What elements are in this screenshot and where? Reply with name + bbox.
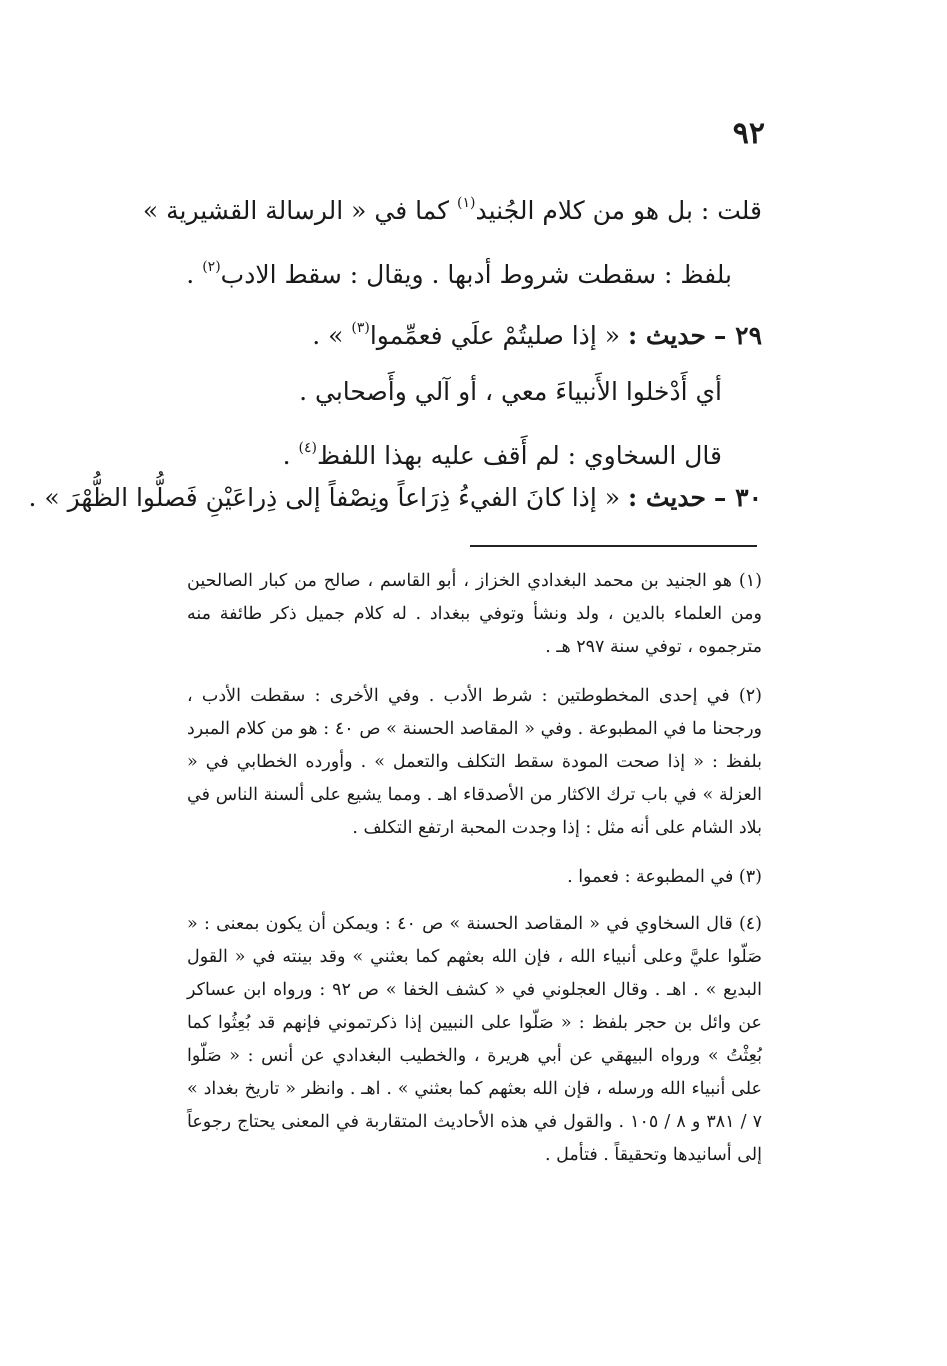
hadith-29-text: « إذا صليتُمْ علَي فعمِّموا	[369, 321, 628, 350]
intro-line-2-end: .	[186, 260, 203, 289]
footnote-2: (٢) في إحدى المخطوطتين : شرط الأدب . وفي الأخرى : سقطت الأدب ، ورجحنا ما في المطبوعة . وفي « المقاصد الحسنة » ص ٤٠ : هو من كلام المبرد بلفظ : « إذا صحت المودة سقط التكلف والتعمل » . وأورده الخطابي في « العزلة » في باب ترك الاكثار من الأصدقاء اهـ . ومما يشيع على ألسنة الناس في بلاد الشام على أنه مثل : إذا وجدت المحبة ارتفع التكلف .	[187, 686, 763, 838]
intro-line-1	[142, 175, 762, 239]
page-number: ٩٢	[732, 116, 765, 151]
footnote-1: (١) هو الجنيد بن محمد البغدادي الخزاز ، أبو القاسم ، صالح من كبار الصالحين ومن العلماء بالدين ، ولد ونشأ وتوفي ببغداد . له كلام جميل ذكر طائفة منه مترجموه ، توفي سنة ٢٩٧ هـ .	[187, 571, 762, 657]
footnote-ref-4: (٤)	[298, 440, 318, 456]
intro-line-1-end: كما في « الرسالة القشيرية »	[142, 196, 458, 225]
footnote-3: (٣) في المطبوعة : فعموا .	[567, 867, 762, 887]
footnote-ref-2: (٢)	[202, 259, 221, 275]
hadith-29-sakhawi-end: .	[282, 441, 299, 470]
hadith-29-sakhawi-text: قال السخاوي : لم أَقف عليه بهذا اللفظ	[317, 441, 722, 470]
hadith-29-number: ٢٩ –	[713, 321, 762, 350]
hadith-29-heading: حديث :	[627, 321, 706, 350]
footnote-ref-1: (١)	[457, 195, 476, 211]
hadith-29	[142, 300, 762, 484]
hadith-29-gloss: أي أَدْخلوا الأَنبياءَ معي ، أو آلي وأَصحابي .	[299, 377, 722, 406]
hadith-30	[28, 470, 762, 526]
hadith-29-line	[142, 300, 762, 364]
hadith-29-text-end: » .	[312, 321, 352, 350]
hadith-30-number: ٣٠ –	[713, 483, 762, 512]
hadith-30-heading: حديث :	[627, 483, 706, 512]
intro-paragraph	[142, 175, 762, 303]
footnotes-section	[187, 565, 762, 1188]
intro-line-1-text: قلت : بل هو من كلام الجُنيد	[475, 196, 762, 225]
hadith-30-text: « إذا كانَ الفيءُ ذِرَاعاً ونِصْفاً إلى ذِراعَيْنِ فَصلُّوا الظُّهْرَ » .	[28, 483, 628, 512]
intro-line-2	[142, 239, 762, 303]
footnote-divider	[470, 545, 757, 547]
footnote-4: (٤) قال السخاوي في « المقاصد الحسنة » ص ٤٠ : ويمكن أن يكون بمعنى : « صَلّوا عليَّ وعلى أنبياء الله ، فإن الله بعثهم كما بعثني » وقد بينته في « القول البديع » . اهـ . وقال العجلوني في « كشف الخفا » ص ٩٢ : ورواه ابن عساكر عن وائل بن حجر بلفظ : « صَلّوا على النبيين إذا ذكرتموني فإنهم قد بُعِثُوا كما بُعِثْتُ » ورواه البيهقي عن أبي هريرة ، والخطيب البغدادي عن أنس : « صَلّوا على أنبياء الله ورسله ، فإن الله بعثهم كما بعثني » . اهـ . وانظر « تاريخ بغداد » ٧ / ٣٨١ و ٨ / ١٠٥ . والقول في هذه الأحاديث المتقاربة في المعنى يحتاج رجوعاً إلى أسانيدها وتحقيقاً . فتأمل .	[187, 914, 763, 1165]
intro-line-2-text: بلفظ : سقطت شروط أدبها . ويقال : سقط الادب	[220, 260, 732, 289]
footnote-ref-3: (٣)	[351, 320, 370, 336]
